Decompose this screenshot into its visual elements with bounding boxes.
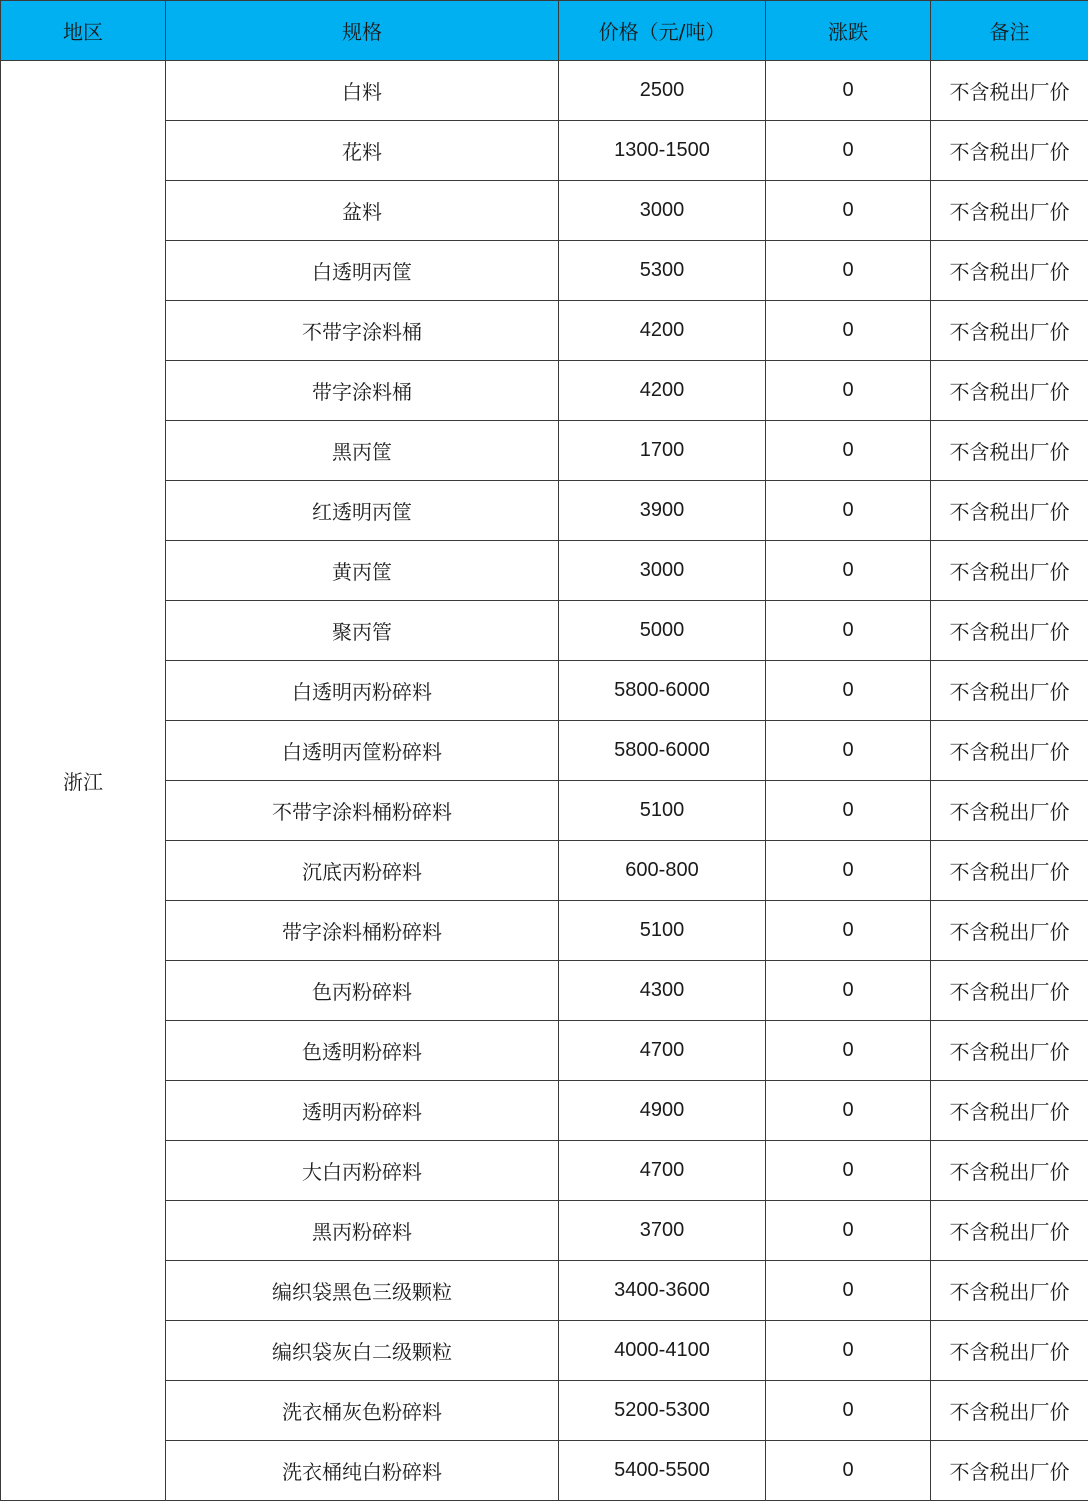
price-cell: 3000 (559, 181, 766, 241)
header-note: 备注 (931, 1, 1088, 61)
change-cell: 0 (766, 1021, 931, 1081)
price-cell: 4700 (559, 1021, 766, 1081)
change-cell: 0 (766, 661, 931, 721)
change-cell: 0 (766, 1081, 931, 1141)
change-cell: 0 (766, 901, 931, 961)
spec-cell: 不带字涂料桶 (166, 301, 559, 361)
note-cell: 不含税出厂价 (931, 241, 1088, 301)
header-price: 价格（元/吨） (559, 1, 766, 61)
change-cell: 0 (766, 1321, 931, 1381)
change-cell: 0 (766, 421, 931, 481)
change-cell: 0 (766, 1141, 931, 1201)
price-cell: 5800-6000 (559, 661, 766, 721)
change-cell: 0 (766, 181, 931, 241)
note-cell: 不含税出厂价 (931, 1081, 1088, 1141)
price-cell: 4300 (559, 961, 766, 1021)
spec-cell: 大白丙粉碎料 (166, 1141, 559, 1201)
price-cell: 600-800 (559, 841, 766, 901)
price-cell: 5300 (559, 241, 766, 301)
spec-cell: 黑丙筐 (166, 421, 559, 481)
change-cell: 0 (766, 1261, 931, 1321)
region-cell: 浙江 (1, 61, 166, 1501)
change-cell: 0 (766, 121, 931, 181)
change-cell: 0 (766, 301, 931, 361)
note-cell: 不含税出厂价 (931, 1021, 1088, 1081)
spec-cell: 色透明粉碎料 (166, 1021, 559, 1081)
spec-cell: 白透明丙筐粉碎料 (166, 721, 559, 781)
change-cell: 0 (766, 601, 931, 661)
change-cell: 0 (766, 1201, 931, 1261)
spec-cell: 编织袋黑色三级颗粒 (166, 1261, 559, 1321)
note-cell: 不含税出厂价 (931, 541, 1088, 601)
spec-cell: 白料 (166, 61, 559, 121)
price-cell: 3400-3600 (559, 1261, 766, 1321)
spec-cell: 红透明丙筐 (166, 481, 559, 541)
note-cell: 不含税出厂价 (931, 841, 1088, 901)
price-cell: 5800-6000 (559, 721, 766, 781)
change-cell: 0 (766, 1381, 931, 1441)
spec-cell: 编织袋灰白二级颗粒 (166, 1321, 559, 1381)
note-cell: 不含税出厂价 (931, 301, 1088, 361)
note-cell: 不含税出厂价 (931, 601, 1088, 661)
change-cell: 0 (766, 241, 931, 301)
note-cell: 不含税出厂价 (931, 1441, 1088, 1501)
price-cell: 1300-1500 (559, 121, 766, 181)
change-cell: 0 (766, 781, 931, 841)
note-cell: 不含税出厂价 (931, 361, 1088, 421)
note-cell: 不含税出厂价 (931, 1381, 1088, 1441)
price-cell: 5000 (559, 601, 766, 661)
header-spec: 规格 (166, 1, 559, 61)
note-cell: 不含税出厂价 (931, 1261, 1088, 1321)
price-cell: 5400-5500 (559, 1441, 766, 1501)
change-cell: 0 (766, 541, 931, 601)
spec-cell: 黑丙粉碎料 (166, 1201, 559, 1261)
note-cell: 不含税出厂价 (931, 121, 1088, 181)
spec-cell: 沉底丙粉碎料 (166, 841, 559, 901)
change-cell: 0 (766, 1441, 931, 1501)
change-cell: 0 (766, 961, 931, 1021)
price-cell: 4900 (559, 1081, 766, 1141)
header-change: 涨跌 (766, 1, 931, 61)
note-cell: 不含税出厂价 (931, 61, 1088, 121)
change-cell: 0 (766, 361, 931, 421)
note-cell: 不含税出厂价 (931, 721, 1088, 781)
spec-cell: 聚丙管 (166, 601, 559, 661)
change-cell: 0 (766, 61, 931, 121)
note-cell: 不含税出厂价 (931, 481, 1088, 541)
price-cell: 4200 (559, 361, 766, 421)
price-cell: 4700 (559, 1141, 766, 1201)
price-cell: 4200 (559, 301, 766, 361)
price-cell: 5100 (559, 901, 766, 961)
note-cell: 不含税出厂价 (931, 1201, 1088, 1261)
table-header (1, 1, 1088, 61)
spec-cell: 不带字涂料桶粉碎料 (166, 781, 559, 841)
spec-cell: 透明丙粉碎料 (166, 1081, 559, 1141)
table-row (1, 61, 1088, 121)
note-cell: 不含税出厂价 (931, 421, 1088, 481)
price-cell: 1700 (559, 421, 766, 481)
note-cell: 不含税出厂价 (931, 781, 1088, 841)
price-cell: 2500 (559, 61, 766, 121)
price-cell: 3700 (559, 1201, 766, 1261)
spec-cell: 黄丙筐 (166, 541, 559, 601)
price-cell: 5100 (559, 781, 766, 841)
change-cell: 0 (766, 841, 931, 901)
spec-cell: 带字涂料桶粉碎料 (166, 901, 559, 961)
spec-cell: 洗衣桶灰色粉碎料 (166, 1381, 559, 1441)
note-cell: 不含税出厂价 (931, 961, 1088, 1021)
note-cell: 不含税出厂价 (931, 1321, 1088, 1381)
note-cell: 不含税出厂价 (931, 901, 1088, 961)
spec-cell: 白透明丙粉碎料 (166, 661, 559, 721)
spec-cell: 色丙粉碎料 (166, 961, 559, 1021)
note-cell: 不含税出厂价 (931, 661, 1088, 721)
price-cell: 5200-5300 (559, 1381, 766, 1441)
price-cell: 3000 (559, 541, 766, 601)
spec-cell: 带字涂料桶 (166, 361, 559, 421)
spec-cell: 盆料 (166, 181, 559, 241)
table-body (1, 61, 1088, 1501)
price-cell: 3900 (559, 481, 766, 541)
note-cell: 不含税出厂价 (931, 181, 1088, 241)
spec-cell: 花料 (166, 121, 559, 181)
change-cell: 0 (766, 481, 931, 541)
spec-cell: 白透明丙筐 (166, 241, 559, 301)
spec-cell: 洗衣桶纯白粉碎料 (166, 1441, 559, 1501)
change-cell: 0 (766, 721, 931, 781)
header-region: 地区 (1, 1, 166, 61)
price-cell: 4000-4100 (559, 1321, 766, 1381)
note-cell: 不含税出厂价 (931, 1141, 1088, 1201)
header-row (1, 1, 1088, 61)
